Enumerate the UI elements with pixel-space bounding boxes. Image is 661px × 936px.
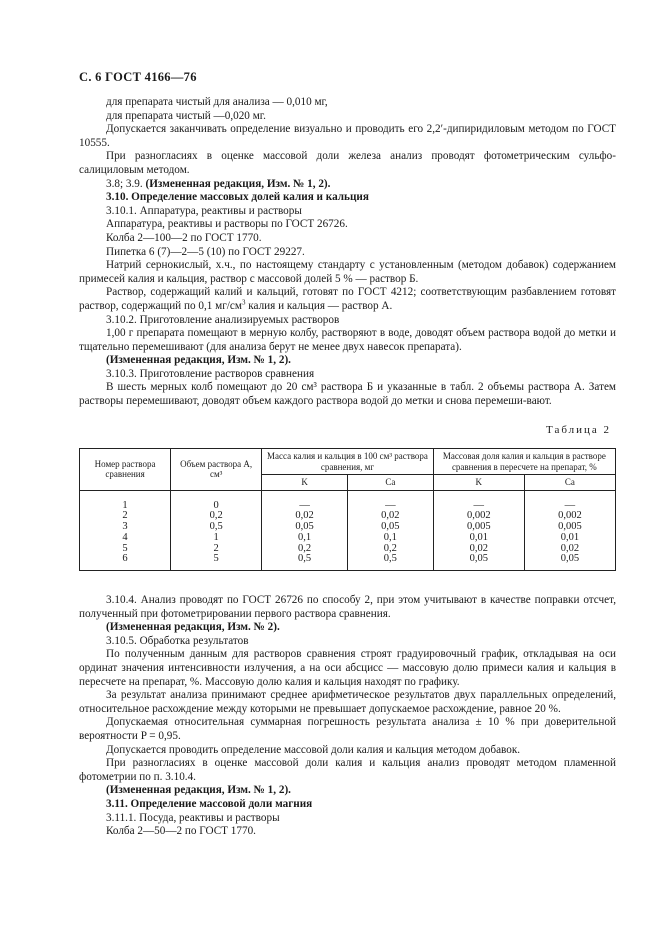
table-cell: 0,02 <box>262 511 348 522</box>
subheading-3-10-5: 3.10.5. Обработка результатов <box>106 634 249 647</box>
table-cell: 4 <box>80 533 171 544</box>
revision-note-4: (Измененная редакция, Изм. № 1, 2). <box>106 784 291 797</box>
table-row <box>80 533 616 544</box>
table-cell: 0,005 <box>524 522 615 533</box>
header-volume: Объем раствора А, см³ <box>171 449 262 491</box>
heading-3-11: 3.11. Определение массовой доли магния <box>106 797 313 810</box>
table-cell: 1 <box>171 533 262 544</box>
paragraph-flame: При разногласиях в оценке массовой доли калия и кальция анализ проводят методом пламенной фотометрии по п. 3.10.4. <box>79 757 616 783</box>
header-fraction: Массовая доля калия и кальция в растворе сравнения в пересчете на препарат, % <box>433 449 615 475</box>
table-cell: 0,005 <box>433 522 524 533</box>
table-cell: 3 <box>80 522 171 533</box>
paragraph-sodium-sulfate: Натрий сернокислый, х.ч., по настоящему стандарту с установленным (методом добавок) содержанием примесей калия и кальция, раствор с массовой долей 5 % — раствор Б. <box>79 259 616 285</box>
table-row <box>80 511 616 522</box>
table-cell: 0,5 <box>262 554 348 570</box>
table-cell: 0,1 <box>347 533 433 544</box>
table-cell: 0,05 <box>433 554 524 570</box>
table-cell: 5 <box>80 544 171 555</box>
table-cell: — <box>524 490 615 511</box>
header-solution-number: Номер раствора сравнения <box>80 449 171 491</box>
paragraph-result: За результат анализа принимают среднее арифметическое результатов двух параллельных определений, относительное расхождение между которыми не превышает допускаемое расхождение, равное 20 %. <box>79 689 616 715</box>
page-header: С. 6 ГОСТ 4166—76 <box>79 70 197 84</box>
revision-note-3: (Измененная редакция, Изм. № 2). <box>106 621 280 634</box>
table-cell: 6 <box>80 554 171 570</box>
table-cell: 0,01 <box>524 533 615 544</box>
revision-note-2: (Измененная редакция, Изм. № 1, 2). <box>106 354 291 367</box>
subheader-ca: Ca <box>524 475 615 491</box>
subheader-ca: Ca <box>347 475 433 491</box>
paragraph-reference-solutions: В шесть мерных колб помещают до 20 см³ раствора Б и указанные в табл. 2 объемы раствора А. Затем растворы перемешивают, доводят объем каждого раствора водой до метки и снова перемеши-вают. <box>79 381 616 408</box>
table-cell: 0,01 <box>433 533 524 544</box>
table-cell: 0,02 <box>347 511 433 522</box>
paragraph-solution-a <box>79 286 616 313</box>
paragraph-disagreement-iron: При разногласиях в оценке массовой доли железа анализ проводят фотометрическим сульфо-салициловым методом. <box>79 150 616 176</box>
superscript: 3 <box>241 298 246 307</box>
paragraph-3-10-4: 3.10.4. Анализ проводят по ГОСТ 26726 по способу 2, при этом учитывают в качестве поправки отсчет, полученный при фотометрировании первого раствора сравнения. <box>79 594 616 620</box>
table-cell: — <box>347 490 433 511</box>
table-cell: 0,1 <box>262 533 348 544</box>
paragraph-calibration: По полученным данным для растворов сравнения строят градуировочный график, откладывая на оси ординат значения интенсивности излучения, а на оси абсцисс — массовую долю примеси калия и кальция в пересчете на препарат, %. Массовую долю калия и кальция находят по графику. <box>79 648 616 688</box>
subheading-3-10-1: 3.10.1. Аппаратура, реактивы и растворы <box>106 204 302 217</box>
subheading-3-11-1: 3.11.1. Посуда, реактивы и растворы <box>106 811 280 824</box>
clause-number: 3.8; 3.9. <box>106 177 143 190</box>
subheader-k: K <box>433 475 524 491</box>
pipette-line: Пипетка 6 (7)—2—5 (10) по ГОСТ 29227. <box>106 245 305 258</box>
subheader-k: K <box>262 475 348 491</box>
table-cell: — <box>433 490 524 511</box>
table-cell: 0,002 <box>524 511 615 522</box>
table-row <box>80 544 616 555</box>
table-cell: 2 <box>171 544 262 555</box>
paragraph-error: Допускаемая относительная суммарная погрешность результата анализа ± 10 % при доверительной вероятности P = 0,95. <box>79 716 616 742</box>
solution-a-text: Раствор, содержащий калий и кальций, готовят по ГОСТ 4212; соответствующим разбавлением готовят раствор, содержащий по 0,1 мг/см <box>79 286 616 312</box>
table-caption: Таблица 2 <box>546 424 612 436</box>
lower-text <box>79 594 616 839</box>
table-cell: 2 <box>80 511 171 522</box>
table-cell: 0,2 <box>262 544 348 555</box>
table-2 <box>79 448 616 571</box>
table-cell: 0,05 <box>524 554 615 570</box>
table-row <box>80 522 616 533</box>
flask-line-2: Колба 2—50—2 по ГОСТ 1770. <box>106 825 256 838</box>
table-cell: 0,5 <box>347 554 433 570</box>
table-cell: 0,002 <box>433 511 524 522</box>
apparatus-line: Аппаратура, реактивы и растворы по ГОСТ 26726. <box>106 218 348 231</box>
table-cell: 1 <box>80 490 171 511</box>
table-cell: 0,02 <box>524 544 615 555</box>
table-cell: 0,05 <box>262 522 348 533</box>
subheading-3-10-2: 3.10.2. Приготовление анализируемых растворов <box>106 313 340 326</box>
heading-3-10: 3.10. Определение массовых долей калия и кальция <box>106 191 369 204</box>
subheading-3-10-3: 3.10.3. Приготовление растворов сравнения <box>106 367 315 380</box>
paragraph-preparation: 1,00 г препарата помещают в мерную колбу, растворяют в воде, доводят объем раствора водой до метки и тщательно перемешивают (для анализа берут не менее двух навесок препарата). <box>79 327 616 353</box>
upper-text <box>79 96 616 409</box>
paragraph-3-8-3-9 <box>79 178 616 192</box>
table-cell: — <box>262 490 348 511</box>
table-cell: 0,02 <box>433 544 524 555</box>
table-row <box>80 554 616 570</box>
table-cell: 5 <box>171 554 262 570</box>
table-cell: 0,05 <box>347 522 433 533</box>
table-cell: 0,5 <box>171 522 262 533</box>
solution-a-text-end: калия и кальция — раствор А. <box>245 299 393 312</box>
table-body <box>80 490 616 571</box>
table-row <box>80 490 616 511</box>
table-cell: 0 <box>171 490 262 511</box>
table-cell: 0,2 <box>171 511 262 522</box>
paragraph-additions: Допускается проводить определение массовой доли калия и кальция методом добавок. <box>106 743 521 756</box>
table-cell: 0,2 <box>347 544 433 555</box>
header-mass: Масса калия и кальция в 100 см³ раствора сравнения, мг <box>262 449 434 475</box>
revision-note: (Измененная редакция, Изм. № 1, 2). <box>145 177 331 190</box>
flask-line: Колба 2—100—2 по ГОСТ 1770. <box>106 231 262 244</box>
line-analysis-grade: для препарата чистый для анализа — 0,010 мг, <box>106 96 328 108</box>
paragraph-visual: Допускается заканчивать определение визуально и проводить его 2,2′-дипиридиловым методом по ГОСТ 10555. <box>79 123 616 149</box>
line-pure-grade: для препарата чистый —0,020 мг. <box>106 109 266 122</box>
